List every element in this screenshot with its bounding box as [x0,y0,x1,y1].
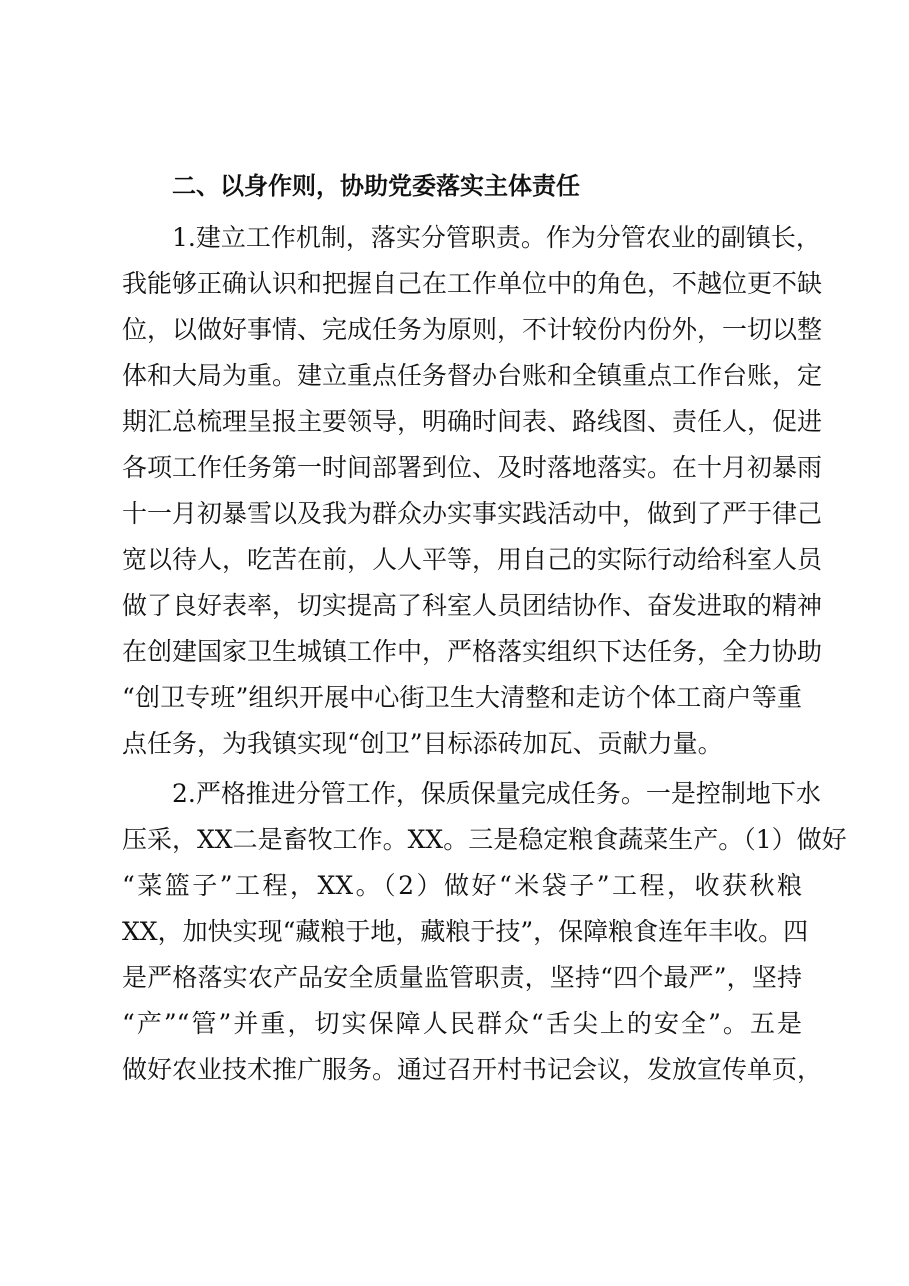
paragraph-1-line-6: 各项工作任务第一时间部署到位、及时落地落实。在十月初暴雨 [122,453,823,482]
paragraph-1-line-1: 1.建立工作机制，落实分管职责。作为分管农业的副镇长， [172,223,821,252]
paragraph-2-line-1: 2.严格推进分管工作，保质保量完成任务。一是控制地下水 [172,779,821,808]
paragraph-1-line-7: 十一月初暴雪以及我为群众办实事实践活动中，做到了严于律己 [122,499,823,528]
paragraph-1-line-8: 宽以待人，吃苦在前，人人平等，用自己的实际行动给科室人员 [122,545,823,574]
paragraph-2-line-4: XX，加快实现“藏粮于地，藏粮于技”，保障粮食连年丰收。四 [122,917,809,946]
paragraph-2-line-6: “产”“管”并重，切实保障人民群众“舌尖上的安全”。五是 [122,1009,802,1038]
paragraph-2-line-2: 压采，XX二是畜牧工作。XX。三是稳定粮食蔬菜生产。（1）做好 [122,825,847,854]
paragraph-1-line-3: 位，以做好事情、完成任务为原则，不计较份内份外，一切以整 [122,315,823,344]
paragraph-1-line-9: 做了良好表率，切实提高了科室人员团结协作、奋发进取的精神 [122,591,823,620]
section-heading: 二、以身作则，协助党委落实主体责任 [172,172,580,200]
paragraph-1-line-4: 体和大局为重。建立重点任务督办台账和全镇重点工作台账，定 [122,361,823,390]
paragraph-1-line-11: “创卫专班”组织开展中心街卫生大清整和走访个体工商户等重 [122,683,802,712]
paragraph-1-line-5: 期汇总梳理呈报主要领导，明确时间表、路线图、责任人，促进 [122,407,823,436]
paragraph-1-line-12: 点任务，为我镇实现“创卫”目标添砖加瓦、贡献力量。 [122,729,723,758]
paragraph-1-line-2: 我能够正确认识和把握自己在工作单位中的角色，不越位更不缺 [122,269,823,298]
paragraph-1-line-10: 在创建国家卫生城镇工作中，严格落实组织下达任务，全力协助 [122,637,823,666]
paragraph-2-line-7: 做好农业技术推广服务。通过召开村书记会议，发放宣传单页， [122,1055,823,1084]
paragraph-2-line-5: 是严格落实农产品安全质量监管职责，坚持“四个最严”，坚持 [122,963,802,992]
paragraph-2-line-3: “菜篮子”工程，XX。（2）做好“米袋子”工程，收获秋粮 [122,871,802,900]
